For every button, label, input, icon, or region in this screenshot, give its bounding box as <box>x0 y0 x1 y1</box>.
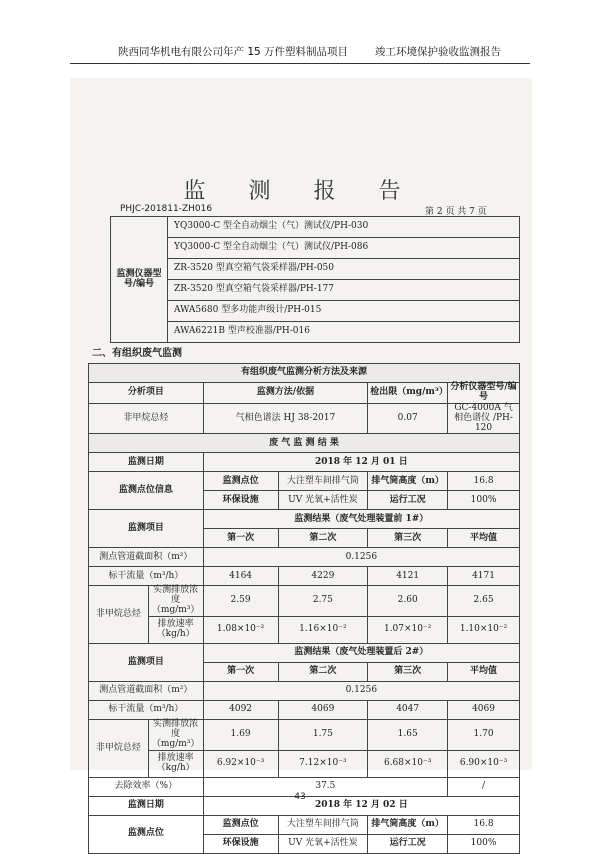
header-report-type: 竣工环境保护验收监测报告 <box>375 46 501 58</box>
instrument-table <box>110 216 520 343</box>
rate-label: 排放速率（kg/h） <box>148 750 203 777</box>
facility-label: 环保设施 <box>203 491 278 510</box>
flow-value: 4171 <box>448 567 520 586</box>
after-title: 监测结果（废气处理装置后 2#） <box>203 644 519 663</box>
method-title: 有组织废气监测分析方法及来源 <box>89 364 520 383</box>
header-company-project: 陕西同华机电有限公司年产 15 万件塑料制品项目 <box>118 46 349 58</box>
facility-value: UV 光氧+活性炭 <box>278 491 368 510</box>
point-info-label: 监测点位信息 <box>89 472 204 510</box>
before-title: 监测结果（废气处理装置前 1#） <box>203 510 519 529</box>
waste-gas-table <box>88 363 520 854</box>
facility-label: 环保设施 <box>203 834 278 853</box>
condition-label: 运行工况 <box>368 834 448 853</box>
instrument-item: AWA5680 型多功能声级计/PH-015 <box>168 301 520 322</box>
area-label: 测点管道截面积（m²） <box>89 682 204 701</box>
flow-value: 4229 <box>278 567 368 586</box>
date-value: 2018 年 12 月 01 日 <box>203 453 519 472</box>
conc-value: 1.75 <box>278 720 368 751</box>
col-second: 第二次 <box>278 663 368 682</box>
rate-value: 6.90×10⁻³ <box>448 750 520 777</box>
point-value: 大注塑车间排气筒 <box>278 815 368 834</box>
point-info-label: 监测点位 <box>89 815 204 853</box>
conc-label: 实测排放浓度（mg/m³） <box>148 720 203 751</box>
flow-value: 4069 <box>278 701 368 720</box>
report-title: 监 测 报 告 <box>183 179 419 204</box>
col-second: 第二次 <box>278 529 368 548</box>
removal-label: 去除效率（%） <box>89 777 204 796</box>
height-label: 排气筒高度（m） <box>368 472 448 491</box>
section-title: 二、有组织废气监测 <box>92 348 182 359</box>
flow-value: 4069 <box>448 701 520 720</box>
col-third: 第三次 <box>368 529 448 548</box>
rate-value: 1.07×10⁻² <box>368 617 448 644</box>
col-avg: 平均值 <box>448 529 520 548</box>
date-label: 监测日期 <box>89 453 204 472</box>
method-row-instrument: GC-4000A 气相色谱仪 /PH-120 <box>448 403 520 434</box>
conc-value: 2.75 <box>278 586 368 617</box>
method-col-instrument: 分析仪器型号/编号 <box>448 383 520 404</box>
date-label: 监测日期 <box>89 796 204 815</box>
conc-label: 实测排放浓度（mg/m³） <box>148 586 203 617</box>
condition-value: 100% <box>448 491 520 510</box>
area-value: 0.1256 <box>203 682 519 701</box>
page-number: 43 <box>294 792 306 802</box>
flow-label: 标干流量（m³/h） <box>89 567 204 586</box>
page-info: 第 2 页 共 7 页 <box>425 207 487 217</box>
instrument-item: ZR-3520 型真空箱气袋采样器/PH-177 <box>168 280 520 301</box>
removal-avg: / <box>448 777 520 796</box>
method-row-method: 气相色谱法 HJ 38-2017 <box>203 403 368 434</box>
point-label: 监测点位 <box>203 472 278 491</box>
results-title: 废 气 监 测 结 果 <box>89 434 520 453</box>
instrument-label: 监测仪器型号/编号 <box>111 217 168 343</box>
method-col-item: 分析项目 <box>89 383 204 404</box>
item-label: 监测项目 <box>89 644 204 682</box>
rate-value: 1.16×10⁻² <box>278 617 368 644</box>
rate-value: 7.12×10⁻³ <box>278 750 368 777</box>
rate-label: 排放速率（kg/h） <box>148 617 203 644</box>
method-row-limit: 0.07 <box>368 403 448 434</box>
doc-number: PHJC-201811-ZH016 <box>120 204 213 214</box>
instrument-item: YQ3000-C 型全自动烟尘（气）测试仪/PH-086 <box>168 238 520 259</box>
method-col-method: 监测方法/依据 <box>203 383 368 404</box>
rate-value: 1.10×10⁻² <box>448 617 520 644</box>
method-col-limit: 检出限（mg/m³） <box>368 383 448 404</box>
facility-value: UV 光氧+活性炭 <box>278 834 368 853</box>
col-first: 第一次 <box>203 663 278 682</box>
rate-value: 1.08×10⁻² <box>203 617 278 644</box>
condition-label: 运行工况 <box>368 491 448 510</box>
area-label: 测点管道截面积（m²） <box>89 548 204 567</box>
method-row-item: 非甲烷总烃 <box>89 403 204 434</box>
item-label: 监测项目 <box>89 510 204 548</box>
col-avg: 平均值 <box>448 663 520 682</box>
header-rule <box>70 63 530 64</box>
conc-value: 1.65 <box>368 720 448 751</box>
col-first: 第一次 <box>203 529 278 548</box>
date-value: 2018 年 12 月 02 日 <box>203 796 519 815</box>
point-label: 监测点位 <box>203 815 278 834</box>
conc-value: 2.60 <box>368 586 448 617</box>
instrument-item: YQ3000-C 型全自动烟尘（气）测试仪/PH-030 <box>168 217 520 238</box>
condition-value: 100% <box>448 834 520 853</box>
conc-value: 2.59 <box>203 586 278 617</box>
conc-value: 1.70 <box>448 720 520 751</box>
height-value: 16.8 <box>448 815 520 834</box>
height-label: 排气筒高度（m） <box>368 815 448 834</box>
nmhc-label: 非甲烷总烃 <box>89 720 149 778</box>
rate-value: 6.68×10⁻³ <box>368 750 448 777</box>
flow-value: 4047 <box>368 701 448 720</box>
instrument-item: AWA6221B 型声校准器/PH-016 <box>168 322 520 343</box>
col-third: 第三次 <box>368 663 448 682</box>
flow-value: 4121 <box>368 567 448 586</box>
removal-value: 37.5 <box>203 777 447 796</box>
nmhc-label: 非甲烷总烃 <box>89 586 149 644</box>
area-value: 0.1256 <box>203 548 519 567</box>
point-value: 大注塑车间排气筒 <box>278 472 368 491</box>
rate-value: 6.92×10⁻³ <box>203 750 278 777</box>
flow-value: 4092 <box>203 701 278 720</box>
conc-value: 2.65 <box>448 586 520 617</box>
instrument-item: ZR-3520 型真空箱气袋采样器/PH-050 <box>168 259 520 280</box>
height-value: 16.8 <box>448 472 520 491</box>
conc-value: 1.69 <box>203 720 278 751</box>
flow-label: 标干流量（m³/h） <box>89 701 204 720</box>
flow-value: 4164 <box>203 567 278 586</box>
